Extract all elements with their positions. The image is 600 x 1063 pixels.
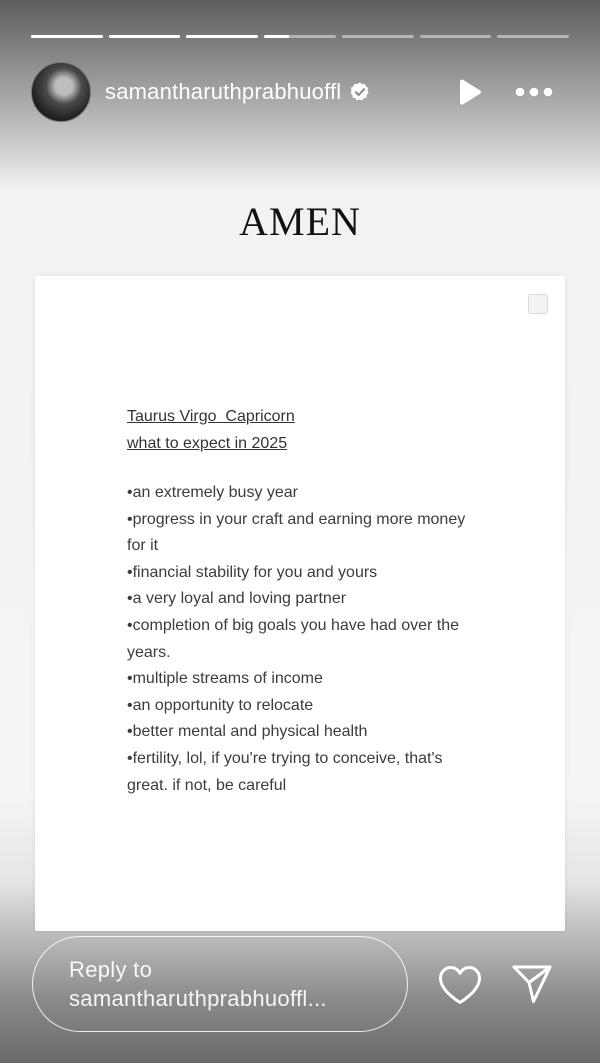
note-card [35, 276, 565, 931]
list-item: •fertility, lol, if you're trying to conceive, that's great. if not, be careful [127, 749, 443, 794]
reply-placeholder-line2: samantharuthprabhuoffl... [69, 986, 327, 1011]
list-item: •completion of big goals you have had over the years. [127, 616, 460, 661]
list-item: •better mental and physical health [127, 723, 368, 741]
story-progress-fill [264, 35, 289, 38]
checkbox-icon [528, 294, 548, 314]
reply-placeholder-line1: Reply to [69, 957, 153, 982]
note-heading-line1: Taurus Virgo Capricorn [127, 408, 295, 425]
story-progress-segment [342, 35, 414, 38]
note-heading-line2: what to expect in 2025 [127, 435, 288, 452]
username[interactable]: samantharuthprabhuoffl [105, 79, 342, 104]
story-progress-segment [186, 35, 258, 38]
list-item: •a very loyal and loving partner [127, 590, 347, 608]
story-progress-segment [264, 35, 336, 38]
more-icon[interactable] [514, 84, 554, 100]
story-progress-bar [31, 35, 569, 39]
reply-placeholder [69, 955, 327, 1013]
story-progress-segment [31, 35, 103, 38]
story-progress-fill [109, 35, 181, 38]
avatar[interactable] [31, 62, 91, 122]
story-progress-fill [31, 35, 103, 38]
story-progress-segment [420, 35, 492, 38]
story-progress-fill [186, 35, 258, 38]
play-icon[interactable] [455, 78, 483, 108]
story-title: AMEN [239, 199, 361, 244]
verified-badge-icon [349, 81, 371, 103]
note-heading [127, 403, 295, 457]
heart-icon[interactable] [437, 964, 483, 1006]
note-list [127, 480, 487, 799]
list-item: •an extremely busy year [127, 484, 299, 501]
reply-input[interactable] [32, 936, 408, 1032]
list-item: •an opportunity to relocate [127, 696, 314, 714]
send-icon[interactable] [510, 962, 554, 1006]
story-header [31, 62, 570, 122]
list-item: •multiple streams of income [127, 670, 323, 688]
list-item: •financial stability for you and yours [127, 563, 378, 581]
list-item: •progress in your craft and earning more money for it [127, 510, 466, 555]
story-progress-segment [497, 35, 569, 38]
story-progress-segment [109, 35, 181, 38]
